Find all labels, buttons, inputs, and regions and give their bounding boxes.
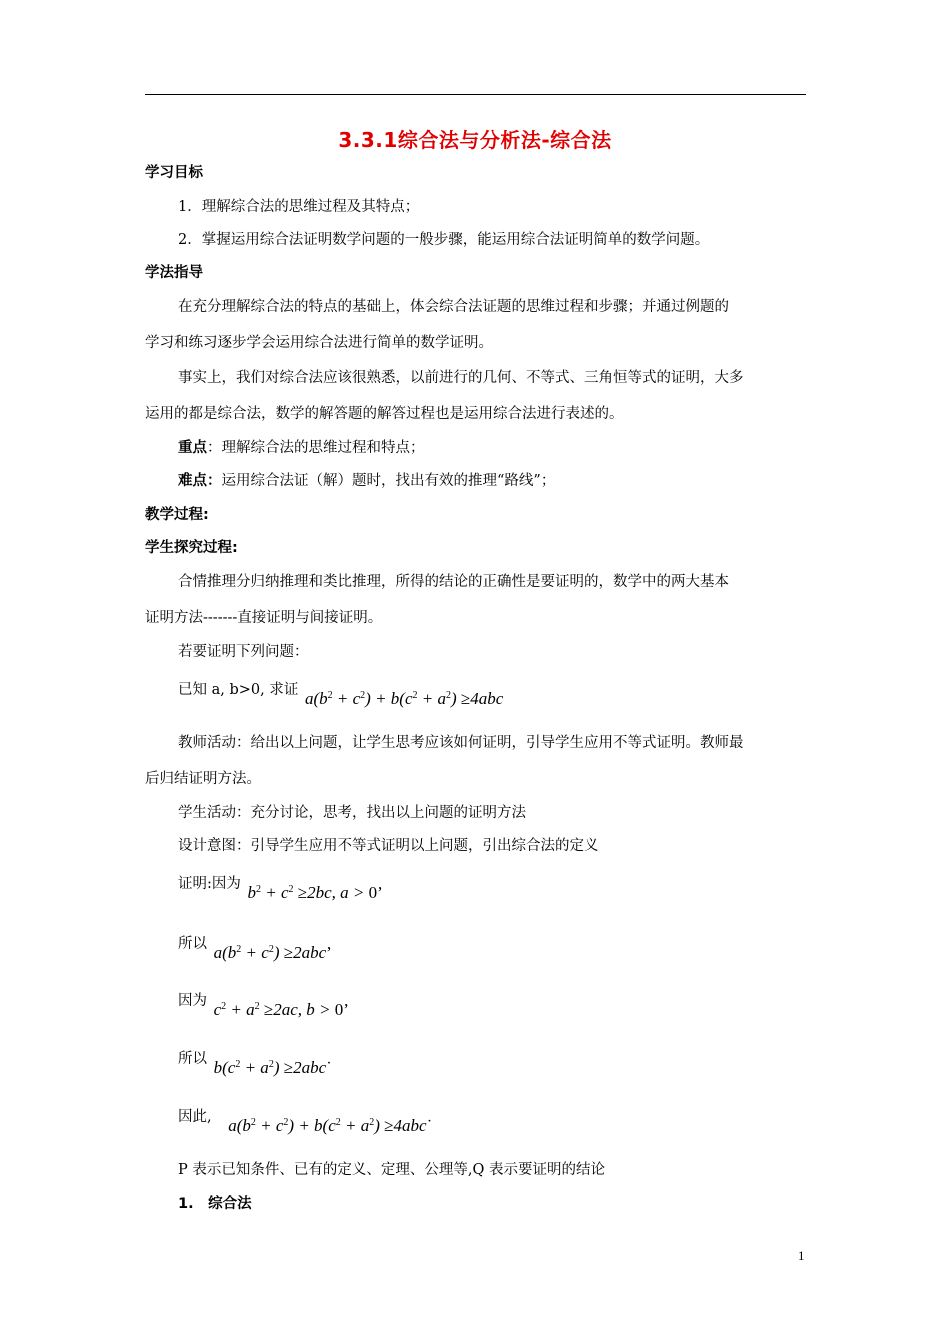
guidance-paragraph-1-line-2: 学习和练习逐步学会运用综合法进行简单的数学证明。 — [145, 335, 493, 351]
key-point-label: 重点 — [178, 440, 207, 456]
synthesis-method-heading: 1. 综合法 — [178, 1196, 252, 1212]
guidance-paragraph-2-line-2: 运用的都是综合法，数学的解答题的解答过程也是运用综合法进行表述的。 — [145, 406, 624, 422]
target-inequality: $a(b^2 + c^2) + b(c^2 + a^2) \ge 4abc$ — [304, 689, 504, 708]
proof-step-2 — [178, 930, 332, 962]
proof-step-4 — [178, 1045, 332, 1077]
student-inquiry-heading: 学生探究过程: — [145, 540, 238, 556]
proof-step-2-formula: $a(b^2 + c^2) \ge 2abc$’ — [213, 943, 332, 962]
proof-step-3 — [178, 987, 349, 1019]
proof-step-4-prefix: 所以 — [178, 1051, 207, 1067]
teaching-heading: 教学过程: — [145, 507, 209, 523]
proof-step-5 — [178, 1103, 433, 1135]
proof-step-5-formula: $a(b^2 + c^2) + b(c^2 + a^2)$ ≥4abc˙ — [228, 1116, 433, 1135]
proof-step-3-prefix: 因为 — [178, 993, 207, 1009]
proof-step-2-prefix: 所以 — [178, 936, 207, 952]
given-statement — [178, 676, 504, 708]
proof-step-1 — [178, 870, 383, 902]
teacher-activity-line-1: 教师活动：给出以上问题，让学生思考应该如何证明，引导学生应用不等式证明。教师最 — [178, 735, 744, 751]
proof-step-4-formula: $b(c^2 + a^2)$ ≥2abc˙ — [213, 1058, 332, 1077]
difficulty-text: 运用综合法证（解）题时，找出有效的推理“路线”； — [221, 473, 556, 489]
student-activity: 学生活动：充分讨论，思考，找出以上问题的证明方法 — [178, 805, 526, 821]
page-number: 1 — [798, 1248, 805, 1263]
inquiry-line-1: 合情推理分归纳推理和类比推理，所得的结论的正确性是要证明的，数学中的两大基本 — [178, 574, 729, 590]
proof-step-1-formula: $b^2 + c^2 \ge 2bc$, a > 0’ — [247, 883, 383, 902]
page-title: 3.3.1综合法与分析法-综合法 — [338, 128, 612, 152]
guidance-paragraph-2-line-1: 事实上，我们对综合法应该很熟悉，以前进行的几何、不等式、三角恒等式的证明，大多 — [178, 370, 744, 386]
objective-2: 2．掌握运用综合法证明数学问题的一般步骤，能运用综合法证明简单的数学问题。 — [178, 232, 710, 248]
guidance-heading: 学法指导 — [145, 265, 203, 281]
proof-step-3-formula: $c^2 + a^2 \ge 2ac$, b > 0’ — [213, 1000, 349, 1019]
objective-1: 1．理解综合法的思维过程及其特点； — [178, 199, 420, 215]
difficulty-point — [178, 471, 555, 491]
problem-intro: 若要证明下列问题： — [178, 644, 309, 660]
key-point — [178, 438, 425, 458]
key-point-text: ：理解综合法的思维过程和特点； — [207, 440, 425, 456]
header-rule — [145, 94, 806, 95]
proof-step-1-prefix: 证明:因为 — [178, 876, 241, 892]
difficulty-label: 难点： — [178, 473, 222, 489]
inquiry-line-2: 证明方法-------直接证明与间接证明。 — [145, 610, 383, 626]
design-intent: 设计意图：引导学生应用不等式证明以上问题，引出综合法的定义 — [178, 838, 599, 854]
guidance-paragraph-1-line-1: 在充分理解综合法的特点的基础上，体会综合法证题的思维过程和步骤；并通过例题的 — [178, 299, 729, 315]
teacher-activity-line-2: 后归结证明方法。 — [145, 771, 261, 787]
objectives-heading: 学习目标 — [145, 165, 203, 181]
pq-definition: P 表示已知条件、已有的定义、定理、公理等,Q 表示要证明的结论 — [178, 1162, 605, 1178]
given-text: 已知 a, b>0, 求证 — [178, 682, 299, 698]
proof-step-5-prefix: 因此, — [178, 1109, 212, 1125]
